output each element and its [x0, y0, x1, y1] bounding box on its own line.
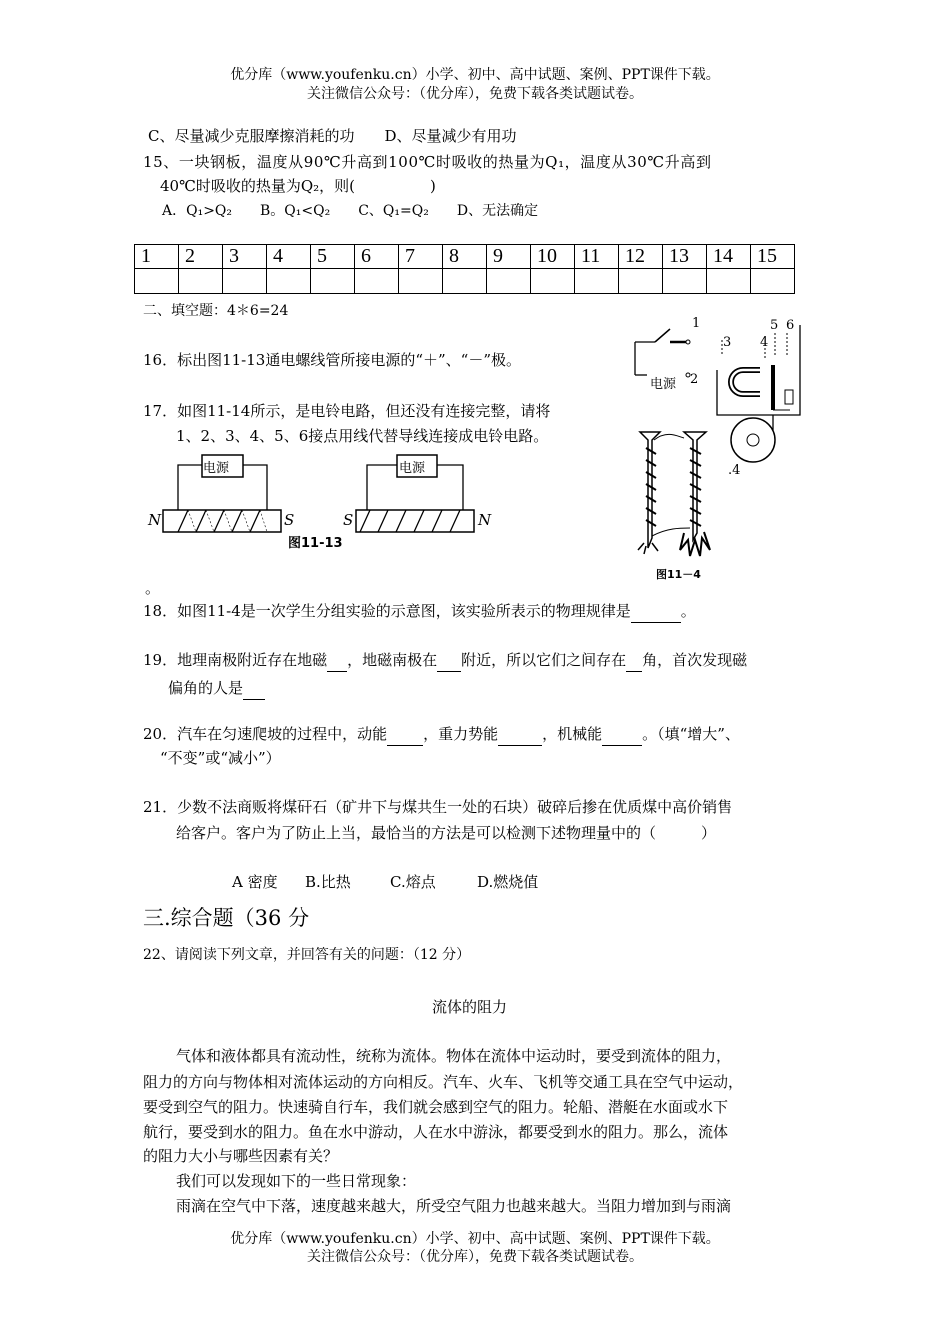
- q19-blank-1[interactable]: [327, 649, 347, 672]
- answer-cell[interactable]: [663, 269, 707, 294]
- q19-part-2: ，地磁南极在: [347, 651, 438, 669]
- q19-blank-3[interactable]: [626, 649, 642, 672]
- q21-line-2: 给客户。客户为了防止上当，最恰当的方法是可以检测下述物理量中的（ ）: [176, 824, 717, 842]
- answer-table-cell: 6: [355, 245, 399, 269]
- q20-line-2: “不变”或“减小”）: [160, 749, 281, 767]
- q20-line-1: [143, 723, 740, 746]
- section-2-title: 二、填空题：4＊6=24: [143, 303, 289, 319]
- q18-tail: 。: [680, 602, 696, 620]
- answer-table-cell: 5: [311, 245, 355, 269]
- bell-label-2: 2: [690, 372, 699, 387]
- article-para-line-5: 的阻力大小与哪些因素有关？: [143, 1147, 339, 1165]
- answer-cell[interactable]: [267, 269, 311, 294]
- q18-stem: 18．如图11-4是一次学生分组实验的示意图，该实验所表示的物理规律是: [143, 602, 631, 620]
- answer-table-cell: 13: [663, 245, 707, 269]
- answer-cell[interactable]: [707, 269, 751, 294]
- figure-11-13-caption: 图11-13: [288, 536, 343, 551]
- pole-n-left: N: [148, 511, 162, 529]
- answer-table-cell: 11: [575, 245, 619, 269]
- power-label-right: 电源: [399, 461, 426, 476]
- q17-line-2: 1、2、3、4、5、6接点用线代替导线连接成电铃电路。: [176, 427, 549, 445]
- q17-line-1: 17．如图11-14所示，是电铃电路，但还没有连接完整，请将: [143, 402, 551, 420]
- nail-right: [652, 432, 710, 556]
- figure-11-4-nails: [632, 428, 722, 558]
- q20-part-1: 20．汽车在匀速爬坡的过程中，动能: [143, 725, 388, 743]
- article-para-line-7: 雨滴在空气中下落，速度越来越大，所受空气阻力也越来越大。当阻力增加到与雨滴: [176, 1197, 732, 1215]
- q20-part-3: ，机械能: [542, 725, 603, 743]
- answer-table-answer-row: [135, 269, 795, 294]
- q19-part-4: 角，首次发现磁: [642, 651, 748, 669]
- q19-line-2-text: 偏角的人是: [168, 679, 244, 697]
- q20-part-2: ，重力势能: [423, 725, 499, 743]
- pole-s-left: S: [284, 511, 295, 529]
- answer-table: [134, 244, 795, 294]
- bell-label-1: 1: [692, 316, 701, 331]
- answer-cell[interactable]: [487, 269, 531, 294]
- article-para-line-6: 我们可以发现如下的一些日常现象：: [176, 1172, 417, 1190]
- figure-11-4-caption: 图11－4: [656, 568, 701, 581]
- q19-part-1: 19．地理南极附近存在地磁: [143, 651, 328, 669]
- power-label-left: 电源: [203, 461, 230, 476]
- bell-power-label: 电源: [650, 377, 677, 392]
- q15-line-2: 40℃时吸收的热量为Q₂，则( ): [160, 177, 436, 195]
- section-3-title: 三.综合题（36 分: [143, 906, 310, 930]
- answer-cell[interactable]: [355, 269, 399, 294]
- answer-cell[interactable]: [751, 269, 795, 294]
- answer-cell[interactable]: [179, 269, 223, 294]
- answer-cell[interactable]: [619, 269, 663, 294]
- nail-left: [638, 432, 660, 554]
- q20-blank-1[interactable]: [387, 723, 423, 746]
- answer-table-cell: 10: [531, 245, 575, 269]
- footer-line-1: 优分库（www.youfenku.cn）小学、初中、高中试题、案例、PPT课件下载。: [230, 1231, 720, 1247]
- q21-line-1: 21．少数不法商贩将煤矸石（矿井下与煤共生一处的石块）破碎后掺在优质煤中高价销售: [143, 798, 733, 816]
- q20-blank-2[interactable]: [498, 723, 542, 746]
- header-line-2: 关注微信公众号：（优分库），免费下载各类试题试卷。: [307, 86, 643, 102]
- q18-text: [143, 600, 696, 623]
- bell-label-4b: .4: [728, 463, 741, 478]
- q14-options: C、尽量减少克服摩擦消耗的功 D、尽量减少有用功: [148, 127, 517, 145]
- answer-table-header-row: [135, 245, 795, 269]
- article-para-line-2: 阻力的方向与物体相对流体运动的方向相反。汽车、火车、飞机等交通工具在空气中运动，: [143, 1073, 744, 1091]
- q19-blank-2[interactable]: [437, 649, 461, 672]
- answer-cell[interactable]: [311, 269, 355, 294]
- answer-cell[interactable]: [443, 269, 487, 294]
- answer-cell[interactable]: [531, 269, 575, 294]
- answer-table-cell: 15: [751, 245, 795, 269]
- answer-table-cell: 3: [223, 245, 267, 269]
- article-title: 流体的阻力: [432, 998, 508, 1016]
- article-para-line-4: 航行，要受到水的阻力。鱼在水中游动，人在水中游泳，都要受到水的阻力。那么，流体: [143, 1123, 729, 1141]
- stray-period: 。: [145, 579, 161, 597]
- q19-blank-4[interactable]: [243, 677, 265, 700]
- pole-n-right: N: [478, 511, 492, 529]
- q22-intro: 22、请阅读下列文章，并回答有关的问题：（12 分）: [143, 947, 471, 963]
- bell-label-4: 4: [760, 335, 769, 350]
- answer-cell[interactable]: [575, 269, 619, 294]
- q20-part-4: 。（填“增大”、: [642, 725, 740, 743]
- pole-s-right: S: [343, 511, 354, 529]
- answer-table-cell: 1: [135, 245, 179, 269]
- q15-options: A．Q₁>Q₂ B。Q₁<Q₂ C、Q₁=Q₂ D、无法确定: [162, 203, 539, 219]
- article-para-line-1: 气体和液体都具有流动性，统称为流体。物体在流体中运动时，要受到流体的阻力，: [176, 1047, 732, 1065]
- footer-line-2: 关注微信公众号：（优分库），免费下载各类试题试卷。: [307, 1249, 643, 1265]
- answer-table-cell: 8: [443, 245, 487, 269]
- q16-text: 16．标出图11-13通电螺线管所接电源的“＋”、“－”极。: [143, 351, 522, 369]
- answer-table-cell: 9: [487, 245, 531, 269]
- q21-option-d: D.燃烧值: [477, 873, 539, 891]
- q21-option-a: A 密度: [232, 873, 278, 891]
- answer-table-cell: 14: [707, 245, 751, 269]
- q19-line-2: [168, 677, 265, 700]
- answer-table-cell: 4: [267, 245, 311, 269]
- bell-label-5: 5: [770, 318, 779, 333]
- q19-part-3: 附近，所以它们之间存在: [461, 651, 627, 669]
- answer-table-cell: 7: [399, 245, 443, 269]
- q21-option-b: B.比热: [305, 873, 351, 891]
- q19-line-1: [143, 649, 747, 672]
- q15-line-1: 15、一块钢板，温度从90℃升高到100℃时吸收的热量为Q₁，温度从30℃升高到: [143, 153, 712, 171]
- switch-and-source: [635, 329, 690, 377]
- answer-cell[interactable]: [223, 269, 267, 294]
- bell-label-6: 6: [786, 318, 795, 333]
- answer-cell[interactable]: [399, 269, 443, 294]
- answer-table-cell: 12: [619, 245, 663, 269]
- bell-label-3: 3: [723, 335, 732, 350]
- answer-table-cell: 2: [179, 245, 223, 269]
- header-line-1: 优分库（www.youfenku.cn）小学、初中、高中试题、案例、PPT课件下载。: [230, 67, 720, 83]
- article-para-line-3: 要受到空气的阻力。快速骑自行车，我们就会感到空气的阻力。轮船、潜艇在水面或水下: [143, 1098, 729, 1116]
- answer-cell[interactable]: [135, 269, 179, 294]
- q18-blank[interactable]: [631, 600, 681, 623]
- q20-blank-3[interactable]: [602, 723, 642, 746]
- q21-option-c: C.熔点: [390, 873, 436, 891]
